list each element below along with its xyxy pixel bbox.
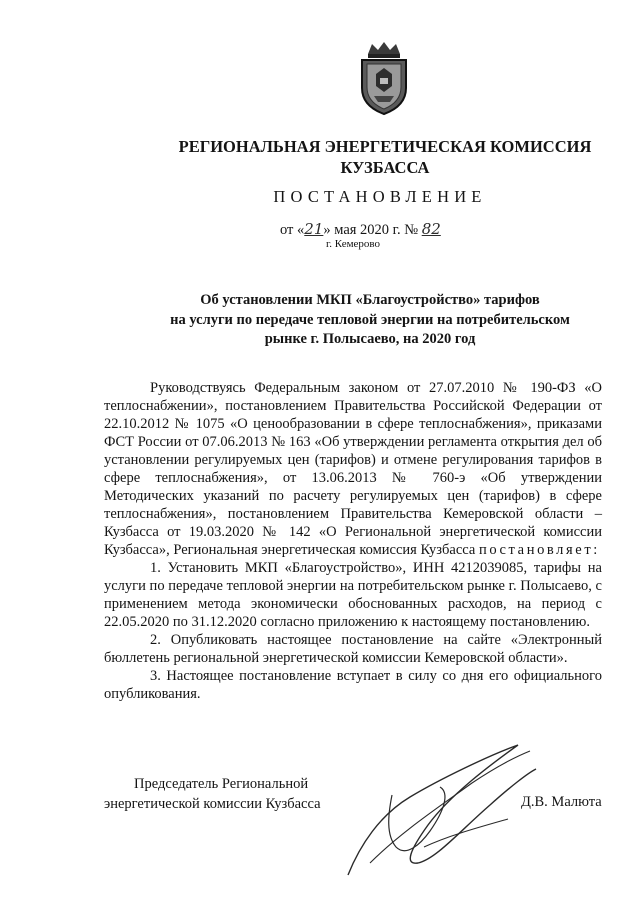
org-title-line1: РЕГИОНАЛЬНАЯ ЭНЕРГЕТИЧЕСКАЯ КОМИССИЯ xyxy=(178,137,592,156)
org-title-line2: КУЗБАССА xyxy=(340,158,430,177)
city-label: г. Кемерово xyxy=(326,238,381,250)
item-3-paragraph: 3. Настоящее постановление вступает в силу со дня его официального опубликования. xyxy=(104,668,602,702)
document-number-handwritten: 82 xyxy=(421,220,441,238)
signer-title-line2: энергетической комиссии Кузбасса xyxy=(104,796,321,812)
signer-title xyxy=(104,774,321,814)
document-type: ПОСТАНОВЛЕНИЕ xyxy=(273,187,487,206)
coat-of-arms-emblem xyxy=(354,40,414,116)
document-date-line xyxy=(280,220,441,239)
date-prefix: от « xyxy=(280,222,305,238)
decree-word: постановляет: xyxy=(478,542,600,558)
document-body xyxy=(104,379,602,703)
organization-title xyxy=(0,136,640,178)
preamble-paragraph xyxy=(104,379,602,559)
preamble-text: Руководствуясь Федеральным законом от 27.07.2010 № 190-ФЗ «О теплоснабжении», постановлением Правительства Российской Федерации от 22.10.2012 № 1075 «О ценообразовании в сфере теплоснабжения», приказами ФСТ России от 07.06.2013 № 163 «Об утверждении регламента открытия дел об установлении регулируемых цен (тарифов) и отмене регулирования тарифов в сфере теплоснабжения», от 13.06.2013 № 760-э «Об утверждении Методических указаний по расчету регулируемых цен (тарифов) в сфере теплоснабжения», постановлением Правительства Кемеровской области – Кузбасса от 19.03.2020 № 142 «О Региональной энергетической комиссии Кузбасса», Региональная энергетическая комиссия Кузбасса xyxy=(104,380,602,558)
subject-line2: на услуги по передаче тепловой энергии на потребительском xyxy=(170,311,570,328)
subject-line3: рынке г. Полысаево, на 2020 год xyxy=(264,331,476,347)
document-subject xyxy=(150,291,590,350)
date-middle: » мая 2020 г. № xyxy=(323,222,422,238)
item-1-paragraph: 1. Установить МКП «Благоустройство», ИНН 4212039085, тарифы на услуги по передаче тепловой энергии на потребительском рынке г. Полысаево, с применением метода экономически обоснованных расходов, на период с 22.05.2020 по 31.12.2020 согласно приложению к настоящему постановлению. xyxy=(104,560,602,630)
subject-line1: Об установлении МКП «Благоустройство» тарифов xyxy=(200,292,540,308)
signer-title-line1: Председатель Региональной xyxy=(134,776,309,792)
item-2-paragraph: 2. Опубликовать настоящее постановление на сайте «Электронный бюллетень региональной энергетической комиссии Кемеровской области». xyxy=(104,632,602,666)
signer-name: Д.В. Малюта xyxy=(521,794,602,810)
date-day-handwritten: 21 xyxy=(304,220,324,238)
handwritten-signature xyxy=(340,735,540,885)
